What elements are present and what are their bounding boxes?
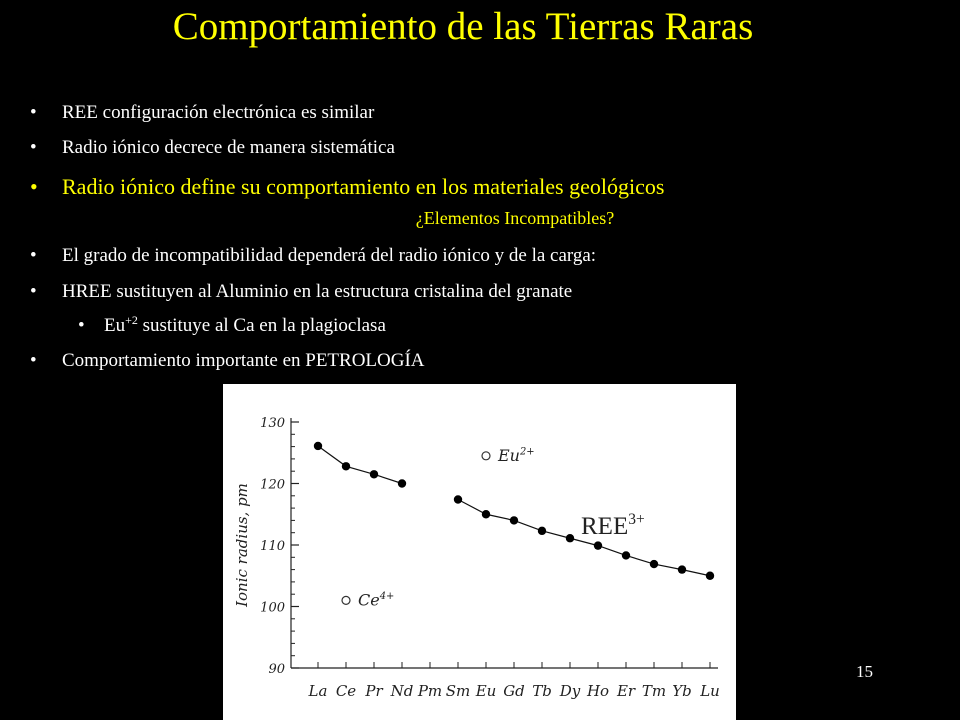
data-point <box>706 572 714 580</box>
y-tick-label: 130 <box>260 416 285 431</box>
bullet-hree-garnet: • HREE sustituyen al Aluminio en la estructura cristalina del granate <box>62 280 572 304</box>
data-point <box>370 470 378 478</box>
data-point <box>678 565 686 573</box>
ce4-annotation-label <box>358 590 394 609</box>
ce4-annotation-sup: 4+ <box>379 590 395 602</box>
x-tick-label: Sm <box>445 682 471 700</box>
ree3-annotation-sup: 3+ <box>628 511 645 528</box>
bullet-incompatibility-degree: • El grado de incompatibilidad dependerá del radio iónico y de la carga: <box>62 244 596 268</box>
data-point <box>622 551 630 559</box>
y-tick-label: 90 <box>268 662 285 677</box>
data-point <box>538 527 546 535</box>
x-tick-label: Gd <box>503 682 525 700</box>
y-tick-label: 100 <box>260 600 285 616</box>
incompatible-elements-question: ¿Elementos Incompatibles? <box>415 208 615 228</box>
slide-number: 15 <box>856 662 873 681</box>
data-point <box>566 534 574 542</box>
data-point <box>342 462 350 470</box>
data-point <box>482 510 490 518</box>
slide-title: Comportamiento de las Tierras Raras <box>172 5 754 48</box>
x-tick-label: Yb <box>672 682 692 700</box>
eu2-annotation-label <box>497 446 535 465</box>
eu2-annotation-sup: 2+ <box>519 446 535 458</box>
data-point <box>398 479 406 487</box>
eu2-annotation-base: Eu <box>498 445 520 465</box>
x-tick-label: Er <box>616 682 636 700</box>
eu-symbol: Eu <box>104 315 126 336</box>
bullet-petrology: • Comportamiento importante en PETROLOGÍA <box>62 349 425 373</box>
eu-plagioclase-text: sustituye al Ca en la plagioclasa <box>137 315 386 336</box>
ree3-annotation-base: REE <box>581 513 629 540</box>
ree3-annotation-label <box>581 511 645 540</box>
data-point-open <box>342 596 350 604</box>
x-tick-label: La <box>308 682 328 700</box>
data-point <box>314 442 322 450</box>
x-tick-label: Dy <box>559 682 581 700</box>
x-tick-label: Ce <box>335 682 357 700</box>
y-tick-label: 110 <box>260 539 285 554</box>
ce4-annotation-base: Ce <box>358 590 380 610</box>
data-point <box>510 516 518 524</box>
x-tick-label: Tb <box>532 682 552 700</box>
x-tick-label: Eu <box>475 682 497 700</box>
data-point-open <box>482 452 490 460</box>
data-point <box>594 541 602 549</box>
y-axis-label: Ionic radius, pm <box>233 483 251 607</box>
x-tick-label: Nd <box>390 682 414 700</box>
bullet-ionic-radius-behavior: • Radio iónico define su comportamiento en los materiales geológicos <box>62 174 664 200</box>
x-tick-label: Pm <box>417 682 443 700</box>
data-point <box>650 560 658 568</box>
data-point <box>454 495 462 503</box>
series-line <box>318 446 402 484</box>
ionic-radius-chart <box>223 384 736 720</box>
x-tick-label: Lu <box>700 682 720 700</box>
x-tick-label: Pr <box>365 682 383 700</box>
chart-svg <box>223 384 736 720</box>
x-tick-label: Ho <box>586 682 610 700</box>
y-tick-label: 120 <box>260 477 285 493</box>
bullet-ree-config: • REE configuración electrónica es similar <box>62 101 374 125</box>
x-tick-label: Tm <box>641 682 667 700</box>
eu-charge: +2 <box>125 313 138 327</box>
bullet-eu-plagioclase <box>104 314 386 338</box>
bullet-ionic-radius-decrease: • Radio iónico decrece de manera sistemática <box>62 136 395 160</box>
